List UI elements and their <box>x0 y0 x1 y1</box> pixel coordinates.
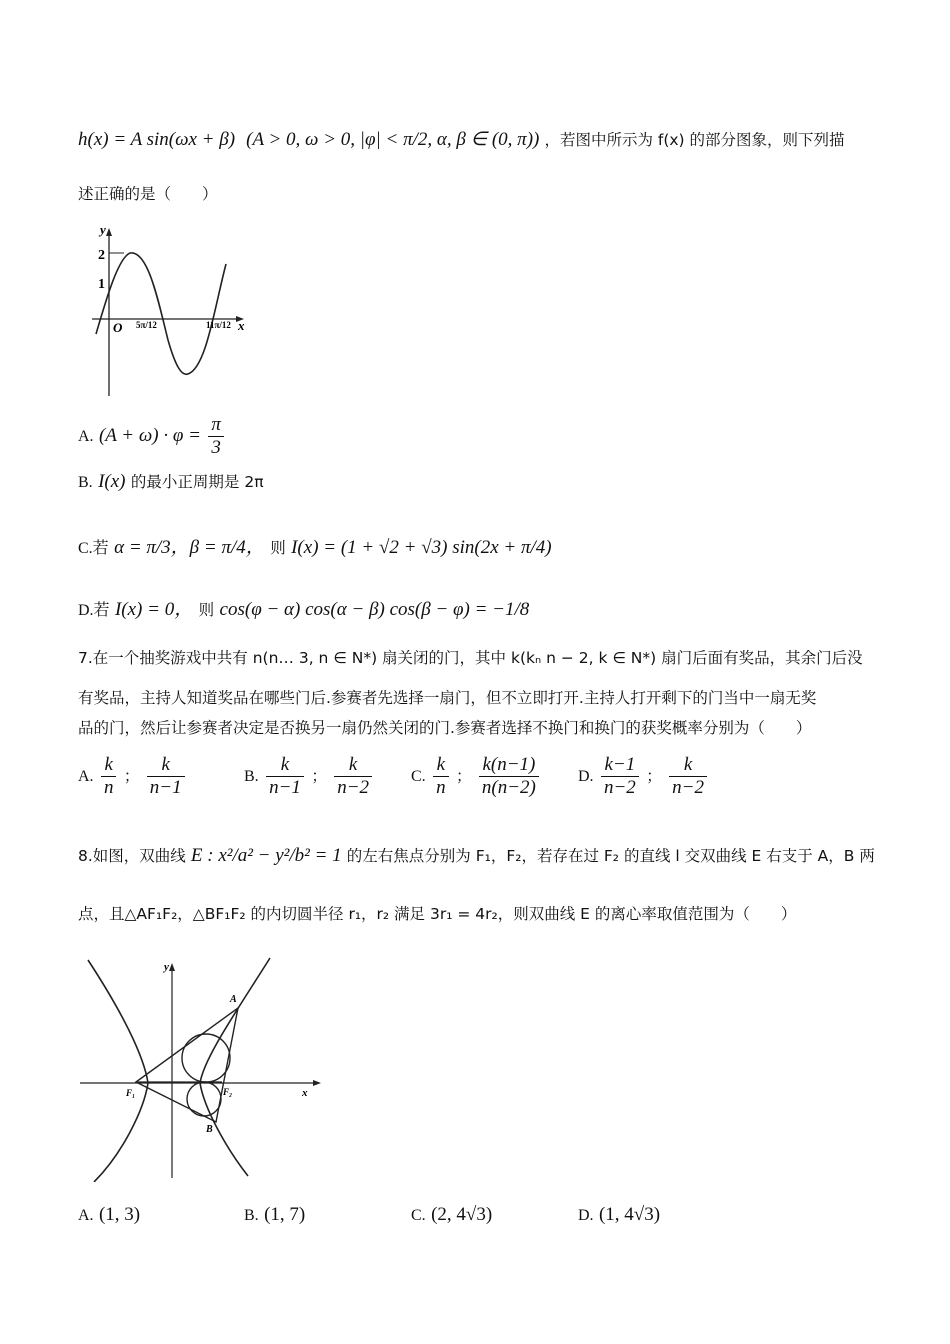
q8-right-branch <box>200 958 270 1176</box>
q7-option-c[interactable]: C. $\frac{k}{n}$ ； $\frac{k(n-1)}{n(n-2)}$ <box>411 754 541 799</box>
q7-stem-line3: 品的门，然后让参赛者决定是否换另一扇仍然关闭的门.参赛者选择不换门和换门的获奖概率分别为（ ） <box>78 719 812 737</box>
q8-stem-line1: 8.如图，双曲线 E : x²/a² − y²/b² = 1 的左右焦点分别为 F₁，F₂，若存在过 F₂ 的直线 l 交双曲线 E 右支于 A，B 两 <box>78 845 875 866</box>
q6-option-c[interactable] <box>78 532 552 559</box>
q7-option-a-label: A. <box>78 768 94 785</box>
q7-option-c-frac1: $\frac{k}{n}$ <box>433 754 449 799</box>
q8-label-a: A <box>230 994 237 1005</box>
q6-option-a-math: (A + ω) · φ = <box>98 425 201 446</box>
q7-option-d-label: D. <box>578 768 594 785</box>
q6-sine-graph <box>88 220 256 402</box>
q6-conditions: (A > 0, ω > 0, |φ| < π/2, α, β ∈ (0, π)) <box>246 129 540 150</box>
q7-option-d-frac2: $\frac{k}{n-2}$ <box>669 754 707 799</box>
q6-option-d-math2: cos(φ − α) cos(α − β) cos(β − φ) = −1/8 <box>219 599 530 620</box>
q6-option-a[interactable] <box>78 414 226 459</box>
q8-option-c-label: C. <box>411 1207 426 1224</box>
q8-option-b-label: B. <box>244 1207 259 1224</box>
q8-option-b[interactable] <box>244 1204 305 1226</box>
q6-option-b-label: B. <box>78 474 93 491</box>
q8-label-x: x <box>302 1087 308 1099</box>
q7-option-b[interactable]: B. $\frac{k}{n-1}$ ； $\frac{k}{n-2}$ <box>244 754 374 799</box>
q7-option-b-frac2: $\frac{k}{n-2}$ <box>334 754 372 799</box>
q6-option-d-text: 则 <box>198 601 215 619</box>
q6-option-a-label: A. <box>78 428 94 445</box>
q6-function-def: h(x) = A sin(ωx + β) <box>78 129 236 150</box>
q6-label-origin: O <box>113 320 123 335</box>
q7-option-b-frac1: $\frac{k}{n-1}$ <box>266 754 304 799</box>
q6-option-d[interactable] <box>78 594 529 621</box>
q8-option-c-value: (2, 4√3) <box>431 1204 493 1225</box>
q6-tick-x2: 11π/12 <box>206 320 231 330</box>
q7-option-a-frac2: $\frac{k}{n-1}$ <box>147 754 185 799</box>
q6-option-d-label: D.若 <box>78 602 110 619</box>
q6-option-c-math1: α = π/3，β = π/4， <box>114 537 265 558</box>
q6-tick-x1: 5π/12 <box>136 320 157 330</box>
q8-label-y: y <box>164 961 169 973</box>
q8-triangle <box>136 1008 238 1122</box>
q7-option-a[interactable]: A. $\frac{k}{n}$ ； $\frac{k}{n-1}$ <box>78 754 187 799</box>
q7-stem-line2: 有奖品，主持人知道奖品在哪些门后.参赛者先选择一扇门，但不立即打开.主持人打开剩下的门当中一扇无奖 <box>78 689 817 707</box>
q6-option-a-num: π <box>211 414 221 435</box>
q8-left-branch <box>88 960 148 1182</box>
q7-stem-line1: 7.在一个抽奖游戏中共有 n(n… 3, n ∈ N*) 扇关闭的门，其中 k(kₙ n − 2, k ∈ N*) 扇门后面有奖品，其余门后没 <box>78 649 863 667</box>
q8-option-c[interactable] <box>411 1204 492 1226</box>
q6-stem-line1 <box>78 128 845 152</box>
q7-option-b-label: B. <box>244 768 259 785</box>
q7-option-c-frac2: $\frac{k(n-1)}{n(n-2)}$ <box>479 754 539 799</box>
q7-option-c-label: C. <box>411 768 426 785</box>
q8-x-arrow <box>313 1080 321 1086</box>
q6-option-a-frac <box>208 414 224 459</box>
q6-sine-curve <box>96 253 226 374</box>
q6-tick-y1: 1 <box>98 277 105 292</box>
q6-option-a-den: 3 <box>208 436 224 459</box>
q6-option-b-math: I(x) <box>98 471 126 492</box>
q6-y-arrow <box>106 228 112 236</box>
q8-y-arrow <box>169 963 175 971</box>
q6-option-b[interactable] <box>78 470 264 493</box>
q8-stem-line2: 点，且△AF₁F₂，△BF₁F₂ 的内切圆半径 r₁，r₂ 满足 3r₁ = 4r₂，则双曲线 E 的离心率取值范围为（ ） <box>78 905 797 923</box>
q8-label-f1: F₁ <box>126 1088 136 1098</box>
q8-label-b: B <box>206 1124 213 1135</box>
q6-tick-y2: 2 <box>98 248 105 263</box>
q8-option-a[interactable] <box>78 1204 140 1226</box>
q6-option-c-text: 则 <box>270 539 286 557</box>
q6-label-y: y <box>100 222 106 237</box>
q7-option-a-frac1: $\frac{k}{n}$ <box>101 754 117 799</box>
q6-stem-text: ，若图中所示为 f(x) 的部分图象，则下列描 <box>544 131 845 149</box>
q8-option-a-value: (1, 3) <box>98 1204 141 1225</box>
q6-stem-line2: 述正确的是（ ） <box>78 185 218 203</box>
q8-option-b-value: (1, 7) <box>264 1204 306 1225</box>
q6-option-c-math2: I(x) = (1 + √2 + √3) sin(2x + π/4) <box>291 537 552 558</box>
q8-option-a-label: A. <box>78 1207 94 1224</box>
q8-option-d[interactable] <box>578 1204 660 1226</box>
q6-option-d-math1: I(x) = 0， <box>114 599 194 620</box>
q8-option-d-label: D. <box>578 1207 594 1224</box>
q8-hyperbola-eq: E : x²/a² − y²/b² = 1 <box>190 845 342 866</box>
q8-incircle-1 <box>182 1034 230 1082</box>
q8-option-d-value: (1, 4√3) <box>598 1204 661 1225</box>
q6-label-x: x <box>238 318 245 333</box>
q8-hyperbola-graph <box>80 950 330 1182</box>
q8-label-f2: F₂ <box>223 1087 233 1097</box>
q6-option-c-label: C.若 <box>78 540 109 557</box>
q7-option-d-frac1: $\frac{k-1}{n-2}$ <box>601 754 639 799</box>
q7-option-d[interactable]: D. $\frac{k-1}{n-2}$ ； $\frac{k}{n-2}$ <box>578 754 709 799</box>
q6-option-b-text: 的最小正周期是 2π <box>130 473 264 491</box>
